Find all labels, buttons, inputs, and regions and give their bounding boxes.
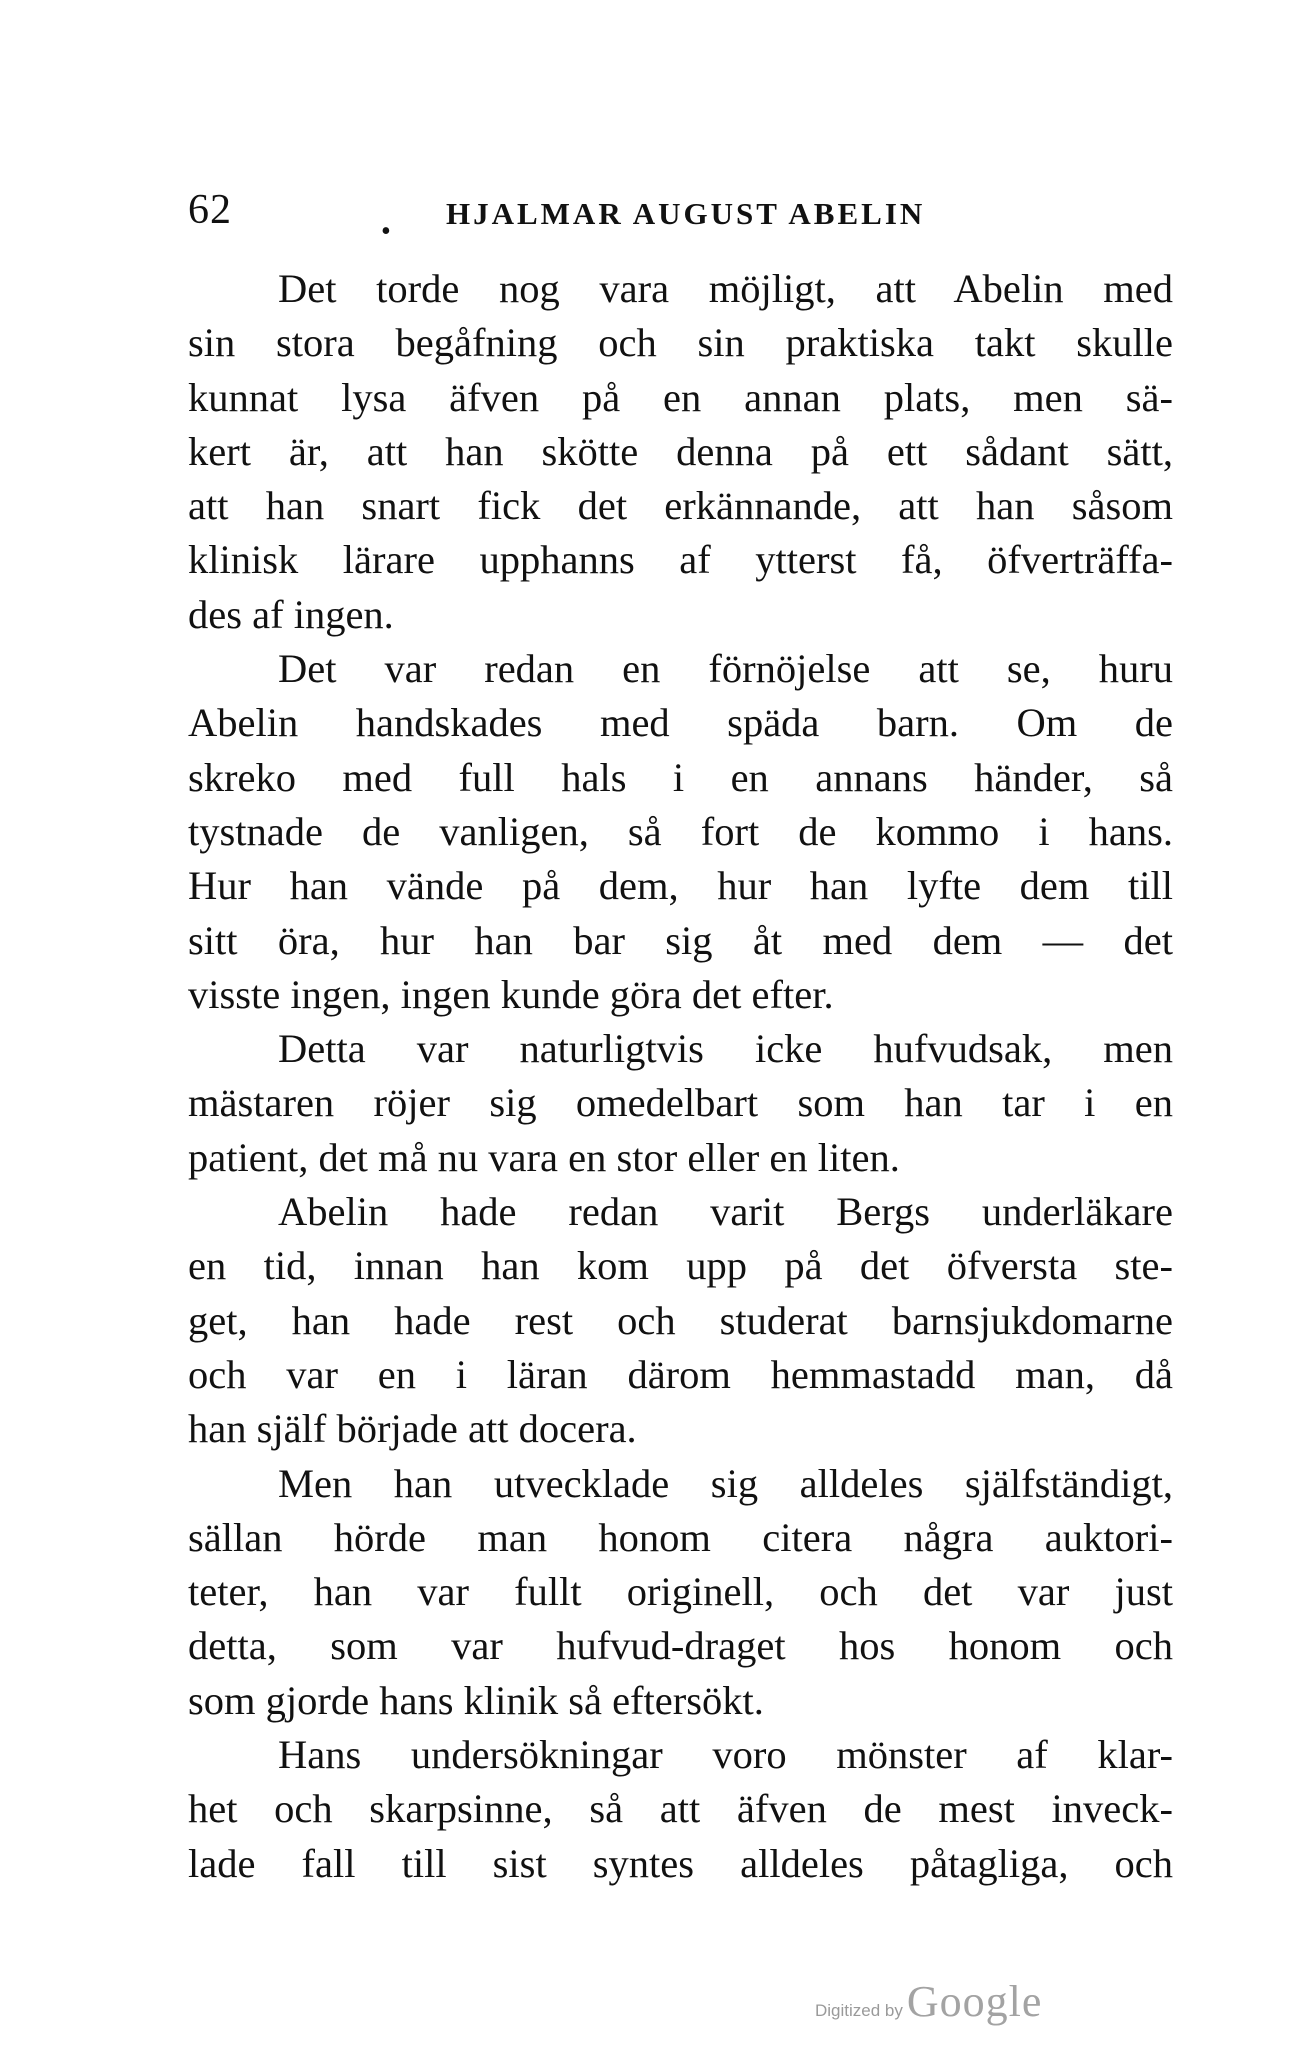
text-line: lade fall till sist syntes alldeles påtagliga, och (188, 1840, 1173, 1886)
text-line: des af ingen. (188, 591, 394, 637)
text-line: att han snart fick det erkännande, att han såsom (188, 483, 1173, 529)
text-line: Hur han vände på dem, hur han lyfte dem till (188, 863, 1173, 909)
running-title: HJALMAR AUGUST ABELIN (446, 196, 926, 231)
watermark-prefix: Digitized by (815, 2001, 903, 2020)
text-line: han själf började att docera. (188, 1406, 637, 1452)
text-line: Detta var naturligtvis icke hufvudsak, men (278, 1026, 1173, 1072)
page-number: 62 (188, 187, 232, 233)
text-line: och var en i läran därom hemmastadd man, då (188, 1351, 1173, 1397)
text-line: sällan hörde man honom citera några auktori- (188, 1514, 1173, 1560)
header-separator: • (381, 216, 391, 247)
text-line: visste ingen, ingen kunde göra det efter. (188, 971, 834, 1017)
text-line: sin stora begåfning och sin praktiska takt skulle (188, 320, 1173, 366)
text-line: mästaren röjer sig omedelbart som han tar i en (188, 1080, 1173, 1126)
text-line: detta, som var hufvud-draget hos honom och (188, 1623, 1173, 1669)
text-line: kert är, att han skötte denna på ett sådant sätt, (188, 428, 1173, 474)
text-line: en tid, innan han kom upp på det öfversta ste- (188, 1243, 1173, 1289)
text-line: Hans undersökningar voro mönster af klar- (278, 1732, 1173, 1778)
text-line: skreko med full hals i en annans händer, så (188, 754, 1173, 800)
text-line: sitt öra, hur han bar sig åt med dem — det (188, 917, 1173, 963)
text-line: Det torde nog vara möjligt, att Abelin med (278, 266, 1173, 311)
text-line: patient, det må nu vara en stor eller en liten. (188, 1134, 900, 1180)
body-text (188, 262, 1173, 1891)
text-line: get, han hade rest och studerat barnsjukdomarne (188, 1297, 1173, 1343)
text-line: teter, han var fullt originell, och det var just (188, 1569, 1173, 1615)
text-line: Abelin hade redan varit Bergs underläkare (278, 1189, 1173, 1235)
text-line: klinisk lärare upphanns af ytterst få, öfverträffa- (188, 537, 1173, 583)
text-line: Det var redan en förnöjelse att se, huru (278, 646, 1173, 692)
text-line: som gjorde hans klinik så eftersökt. (188, 1677, 764, 1723)
text-line: tystnade de vanligen, så fort de kommo i hans. (188, 808, 1173, 854)
text-line: Men han utvecklade sig alldeles själfständigt, (278, 1460, 1173, 1506)
text-line: Abelin handskades med späda barn. Om de (188, 700, 1173, 746)
text-line: het och skarpsinne, så att äfven de mest inveck- (188, 1786, 1173, 1832)
page-header (188, 186, 1178, 246)
text-line: kunnat lysa äfven på en annan plats, men sä- (188, 374, 1173, 420)
google-logo: Google (906, 1977, 1043, 2026)
digitized-watermark (815, 1976, 1042, 2027)
